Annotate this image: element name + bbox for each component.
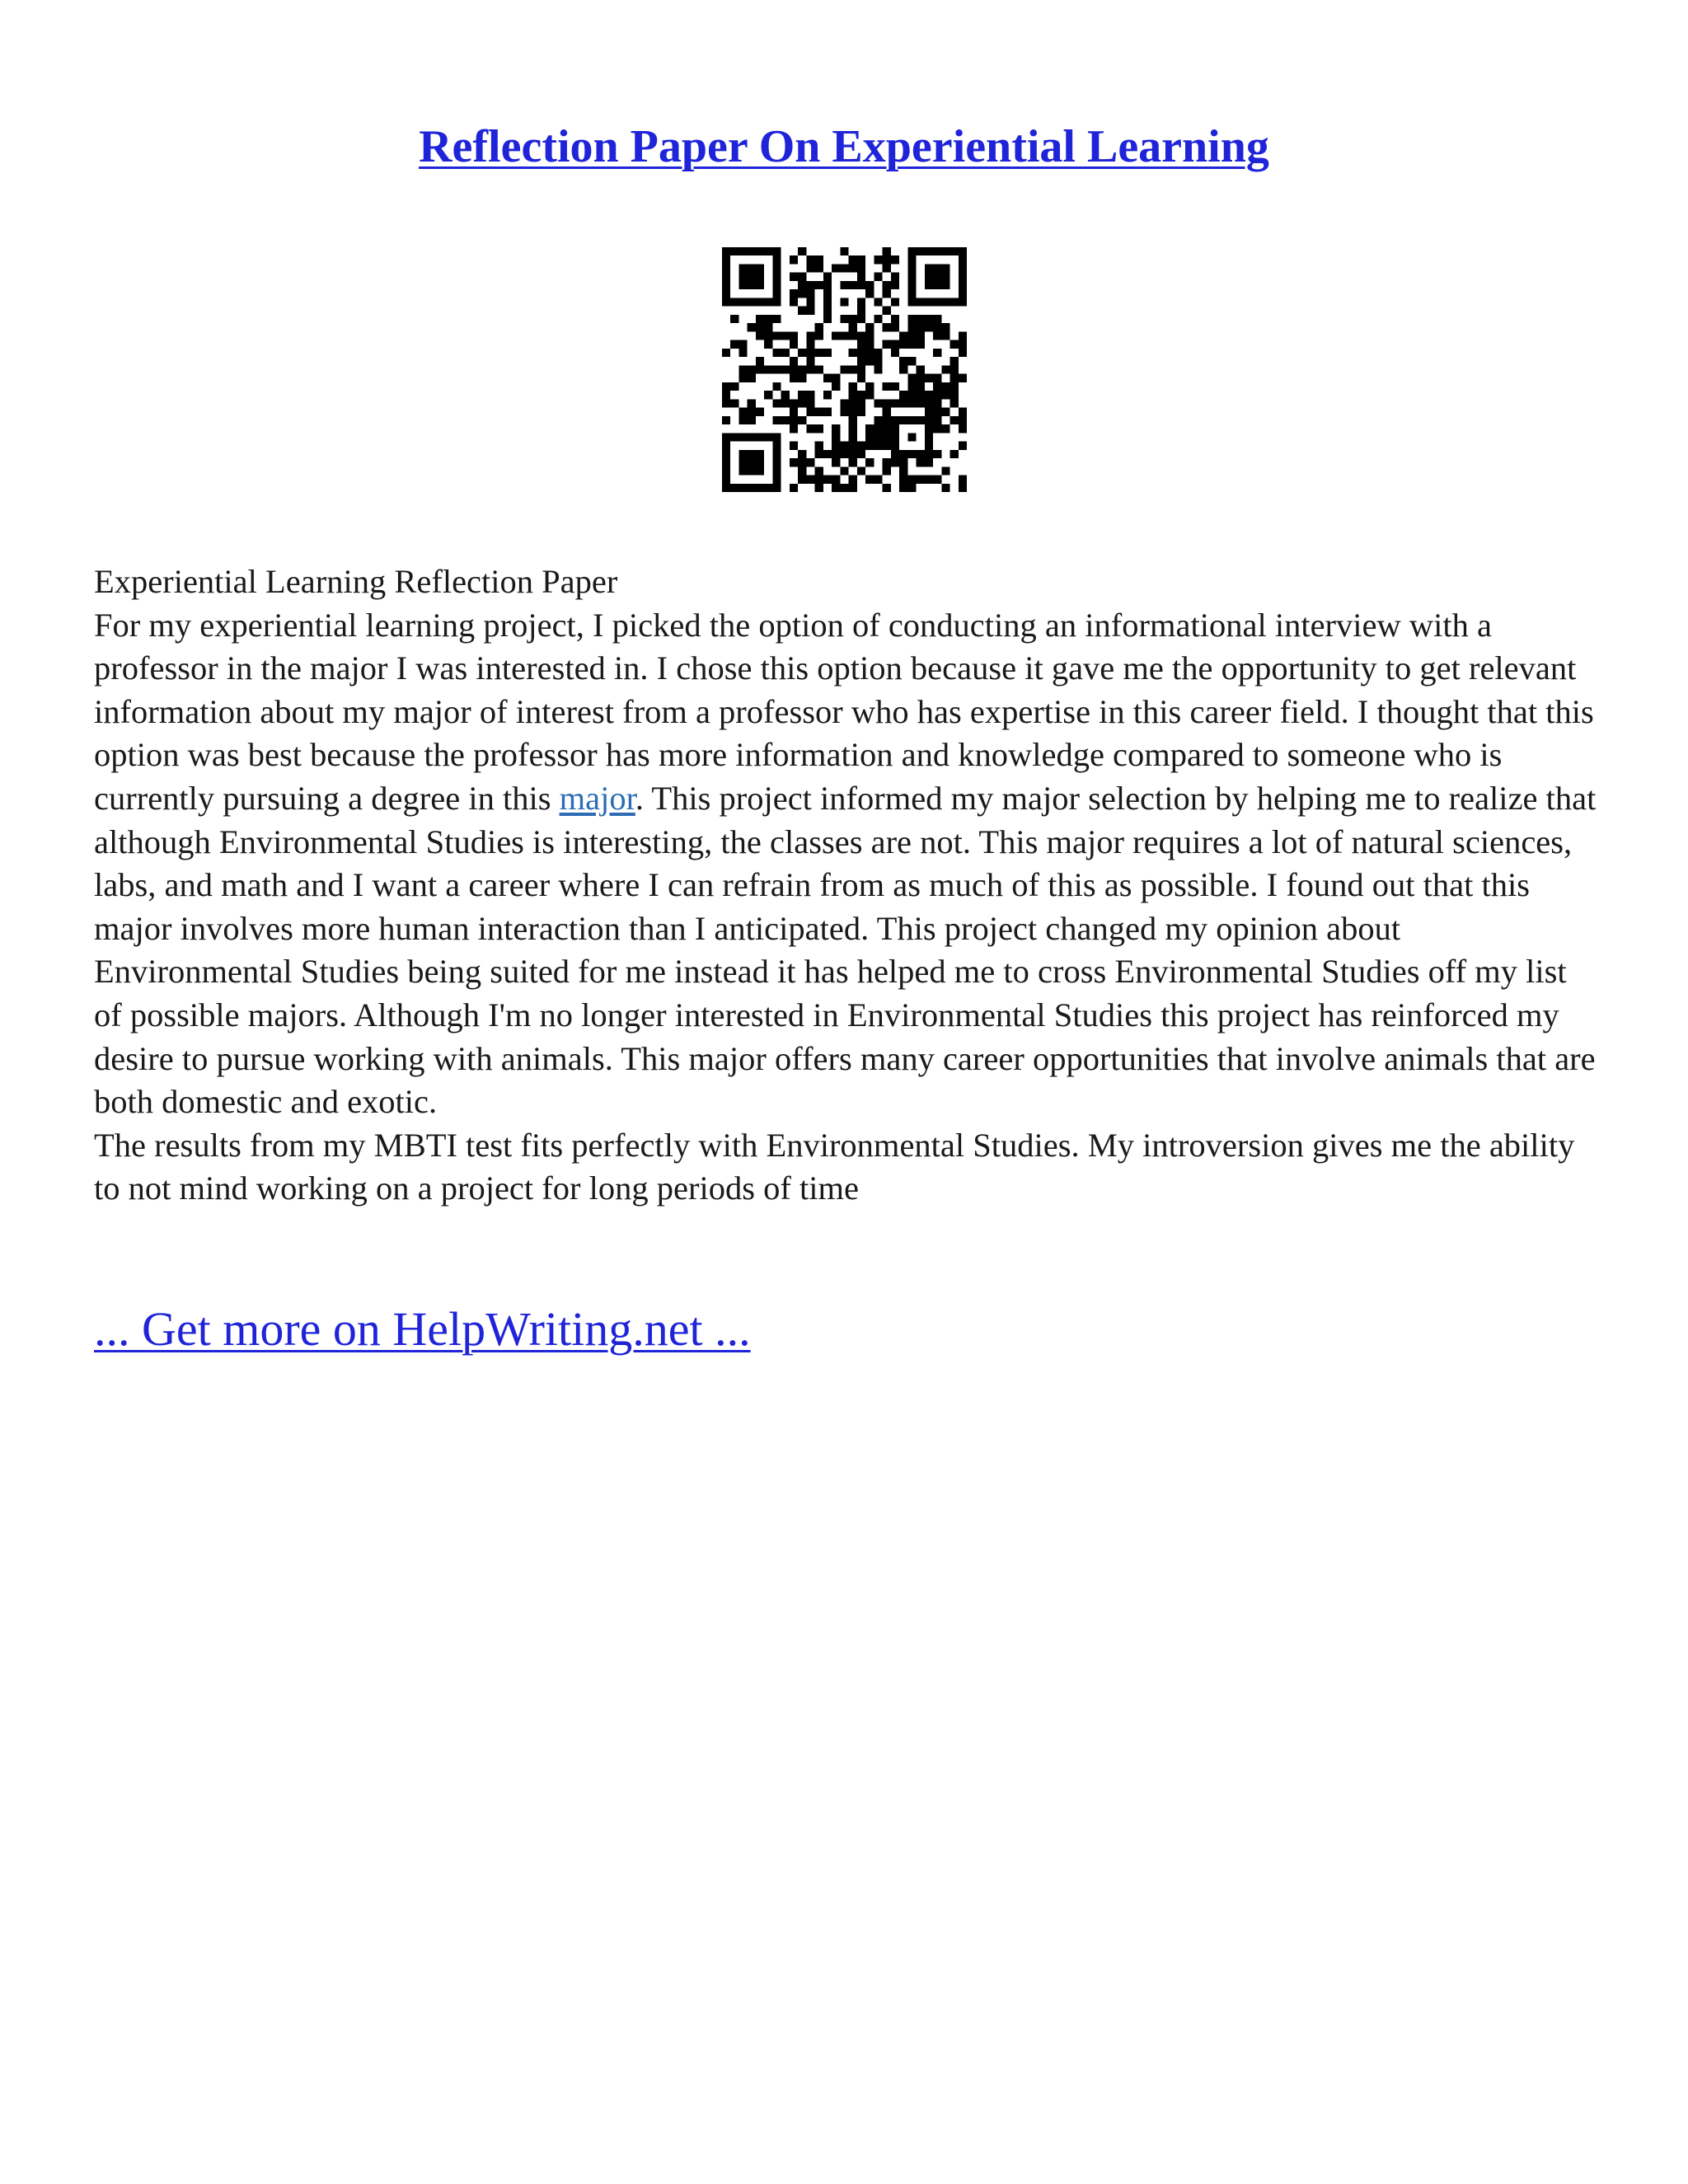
paragraph-1-end: . This project informed my major selection by helping me to realize that although Environmental Studies is interesting, the classes are not. This major requires a lot of natural sciences, labs, and math and I want a career where I can refrain from as much of this as possible. I found out that this major involves more human interaction than I anticipated. This project changed my opinion about Environmental Studies being suited for me instead it has helped me to cross Environmental Studies off my list of possible majors. Although I'm no longer interested in Environmental Studies this project has reinforced my desire to pursue working with animals. This major offers many career opportunities that involve animals that are both domestic and exotic. [94, 779, 1597, 1121]
section-heading: Experiential Learning Reflection Paper [94, 563, 618, 600]
get-more-paragraph [94, 1301, 751, 1358]
paragraph-1-start: For my experiential learning project, I picked the option of conducting an informational interview with a professor in the major I was interested in. I chose this option because it gave me the opportunity to get relevant information about my major of interest from a professor who has expertise in this career field. I thought that this option was best because the professor has more information and knowledge compared to someone who is currently pursuing a degree in this [94, 606, 1594, 817]
document-body [94, 560, 1602, 1211]
get-more-link[interactable]: ... Get more on HelpWriting.net ... [94, 1302, 751, 1356]
document-title [0, 114, 1688, 180]
paragraph-2: The results from my MBTI test fits perfectly with Environmental Studies. My introversion gives me the ability to not mind working on a project for long periods of time [94, 1126, 1575, 1207]
major-link[interactable]: major [559, 779, 635, 817]
qr-code-icon [722, 247, 967, 492]
paragraph-1 [94, 604, 1602, 1124]
title-link[interactable]: Reflection Paper On Experiential Learning [419, 121, 1269, 172]
